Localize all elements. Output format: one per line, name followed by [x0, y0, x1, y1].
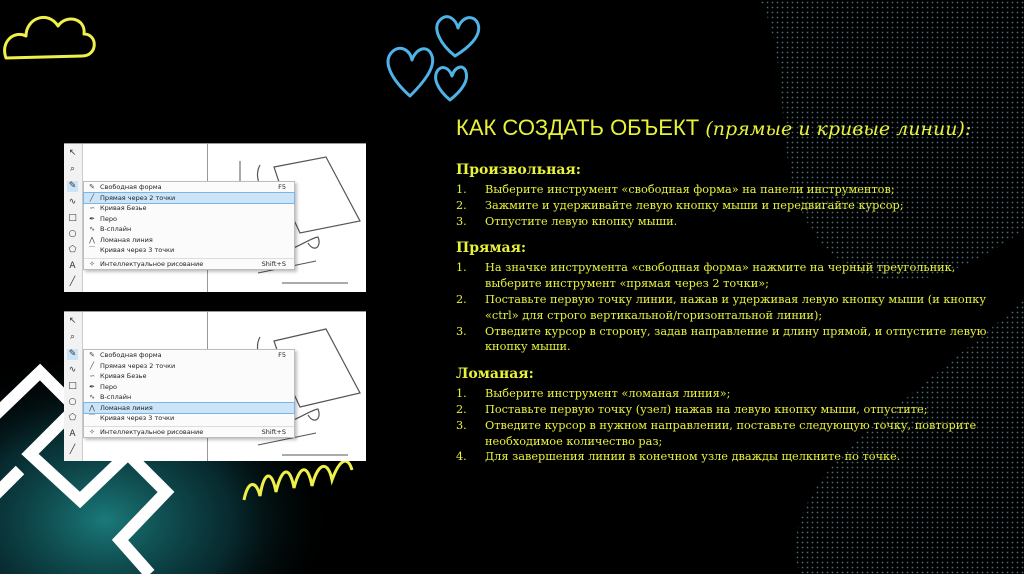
bspline-icon: ∿: [89, 393, 95, 401]
instructions-text: [456, 110, 1001, 475]
section-heading: Прямая:: [456, 240, 527, 257]
bspline-icon: ∿: [89, 225, 95, 233]
menu-item-label: Кривая Безье: [100, 372, 147, 380]
menu-item-label: Кривая через 3 точки: [100, 414, 175, 422]
menu-item[interactable]: [84, 403, 294, 414]
menu-item[interactable]: [84, 413, 294, 424]
menu-item[interactable]: [84, 382, 294, 393]
bezier-icon: ∽: [89, 204, 95, 212]
step-item: [456, 402, 1001, 418]
step-number: 3.: [456, 324, 467, 338]
ellipse-tool-icon: ○: [68, 229, 77, 239]
step-text: Поставьте первую точку линии, нажав и удерживая левую кнопку мыши (и кнопку «ctrl» для строго вертикальной/горизонтальной линии);: [485, 292, 986, 322]
title-sub: (прямые и кривые линии):: [705, 118, 972, 140]
bezier-icon: ∽: [89, 372, 95, 380]
menu-item[interactable]: [84, 203, 294, 214]
step-text: Отведите курсор в нужном направлении, поставьте следующую точку, повторите необходимое количество раз;: [485, 418, 977, 448]
menu-item-shortcut: Shift+S: [261, 427, 286, 436]
freehand-tool-icon: ✎: [68, 181, 77, 191]
smart-draw-icon: ✧: [89, 427, 95, 436]
step-text: Поставьте первую точку (узел) нажав на левую кнопку мыши, отпустите;: [485, 402, 928, 416]
freehand-icon: ✎: [89, 183, 95, 191]
rectangle-tool-icon: □: [68, 213, 77, 223]
step-text: Выберите инструмент «ломаная линия»;: [485, 387, 731, 401]
smart-draw-icon: ✧: [89, 259, 95, 268]
step-number: 3.: [456, 214, 467, 228]
polygon-tool-icon: ⬠: [68, 245, 77, 255]
menu-item[interactable]: [84, 258, 294, 270]
curve3-icon: ⌒: [88, 414, 96, 422]
step-text: Зажмите и удерживайте левую кнопку мыши и передвигайте курсор;: [485, 198, 904, 212]
menu-item-label: В-сплайн: [100, 225, 132, 233]
step-list: [456, 386, 1001, 465]
menu-item-label: Кривая Безье: [100, 204, 147, 212]
step-text: Выберите инструмент «свободная форма» на панели инструментов;: [485, 183, 895, 196]
polygon-tool-icon: ⬠: [68, 413, 77, 423]
step-item: [456, 292, 1001, 324]
artistic-tool-icon: ∿: [68, 365, 77, 375]
text-tool-icon: A: [69, 429, 76, 439]
text-tool-icon: A: [69, 261, 76, 271]
menu-item[interactable]: [84, 371, 294, 382]
section-heading: Ломаная:: [456, 366, 534, 383]
step-item: [456, 324, 1001, 356]
step-list: [456, 182, 1001, 229]
menu-item-label: Прямая через 2 точки: [100, 361, 176, 370]
screenshot-polyline-menu: [64, 311, 366, 461]
menu-item[interactable]: [84, 182, 294, 193]
freehand-flyout-menu: [83, 181, 295, 270]
menu-item-shortcut: Shift+S: [261, 259, 286, 268]
step-item: [456, 182, 1001, 198]
step-text: Отведите курсор в сторону, задав направление и длину прямой, и отпустите левую кнопку мыши.: [485, 324, 987, 354]
curve3-icon: ⌒: [88, 246, 96, 254]
step-list: [456, 260, 1001, 355]
menu-item[interactable]: [84, 392, 294, 403]
pen-icon: ✒: [89, 382, 95, 391]
step-number: 2.: [456, 292, 467, 306]
polyline-icon: ⋀: [89, 403, 95, 412]
freehand-icon: ✎: [89, 351, 95, 359]
menu-item-label: Перо: [100, 382, 117, 391]
step-text: Отпустите левую кнопку мыши.: [485, 214, 678, 228]
menu-item[interactable]: [84, 426, 294, 438]
zoom-tool-icon: ⌕: [69, 332, 76, 342]
artistic-tool-icon: ∿: [68, 197, 77, 207]
menu-item-label: Ломаная линия: [100, 235, 153, 244]
section-heading: Произвольная:: [456, 162, 581, 178]
step-item: [456, 214, 1001, 230]
menu-item-label: Свободная форма: [100, 351, 162, 359]
polyline-icon: ⋀: [89, 235, 95, 244]
step-number: 4.: [456, 450, 467, 464]
pointer-tool-icon: ↖: [68, 148, 77, 158]
step-text: Для завершения линии в конечном узле дважды щелкните по точке.: [485, 450, 901, 464]
menu-item[interactable]: [84, 361, 294, 372]
freehand-tool-icon: ✎: [68, 349, 77, 359]
step-text: На значке инструмента «свободная форма» нажмите на черный треугольник, выберите инструмент «прямая через 2 точки»;: [485, 261, 956, 291]
menu-item[interactable]: [84, 350, 294, 361]
menu-item-label: Интеллектуальное рисование: [100, 427, 204, 436]
ellipse-tool-icon: ○: [68, 397, 77, 407]
menu-item[interactable]: [84, 214, 294, 225]
cloud-doodle: [5, 17, 95, 58]
menu-item[interactable]: [84, 224, 294, 235]
menu-item-label: Свободная форма: [100, 183, 162, 191]
menu-item-label: Кривая через 3 точки: [100, 246, 175, 254]
connector-tool-icon: ╱: [69, 445, 76, 455]
polyline-flyout-menu: [83, 349, 295, 438]
menu-item-label: Ломаная линия: [100, 403, 153, 412]
step-number: 2.: [456, 198, 467, 212]
menu-item-label: Прямая через 2 точки: [100, 193, 176, 202]
menu-item-shortcut: F5: [278, 183, 286, 191]
rectangle-tool-icon: □: [68, 381, 77, 391]
step-number: 2.: [456, 402, 467, 416]
menu-item-shortcut: F5: [278, 351, 286, 359]
step-number: 1.: [456, 183, 467, 196]
menu-item-label: Интеллектуальное рисование: [100, 259, 204, 268]
step-item: [456, 198, 1001, 214]
step-number: 1.: [456, 387, 467, 401]
step-item: [456, 260, 1001, 292]
zoom-tool-icon: ⌕: [69, 164, 76, 174]
menu-item[interactable]: [84, 193, 294, 204]
pointer-tool-icon: ↖: [68, 316, 77, 326]
step-item: [456, 449, 1001, 465]
screenshot-freehand-menu: [64, 143, 366, 292]
menu-item[interactable]: [84, 235, 294, 246]
menu-item-label: Перо: [100, 214, 117, 223]
hearts-doodle: [388, 17, 479, 100]
sections-list: [456, 161, 1001, 465]
line-icon: ╱: [89, 361, 95, 370]
step-number: 3.: [456, 418, 467, 432]
title-caps: КАК СОЗДАТЬ ОБЪЕКТ: [456, 115, 700, 140]
step-item: [456, 418, 1001, 450]
line-icon: ╱: [89, 193, 95, 202]
step-number: 1.: [456, 261, 467, 275]
menu-item-label: В-сплайн: [100, 393, 132, 401]
connector-tool-icon: ╱: [69, 277, 76, 287]
pen-icon: ✒: [89, 214, 95, 223]
step-item: [456, 386, 1001, 402]
menu-item[interactable]: [84, 245, 294, 256]
page-title: [456, 110, 1001, 147]
